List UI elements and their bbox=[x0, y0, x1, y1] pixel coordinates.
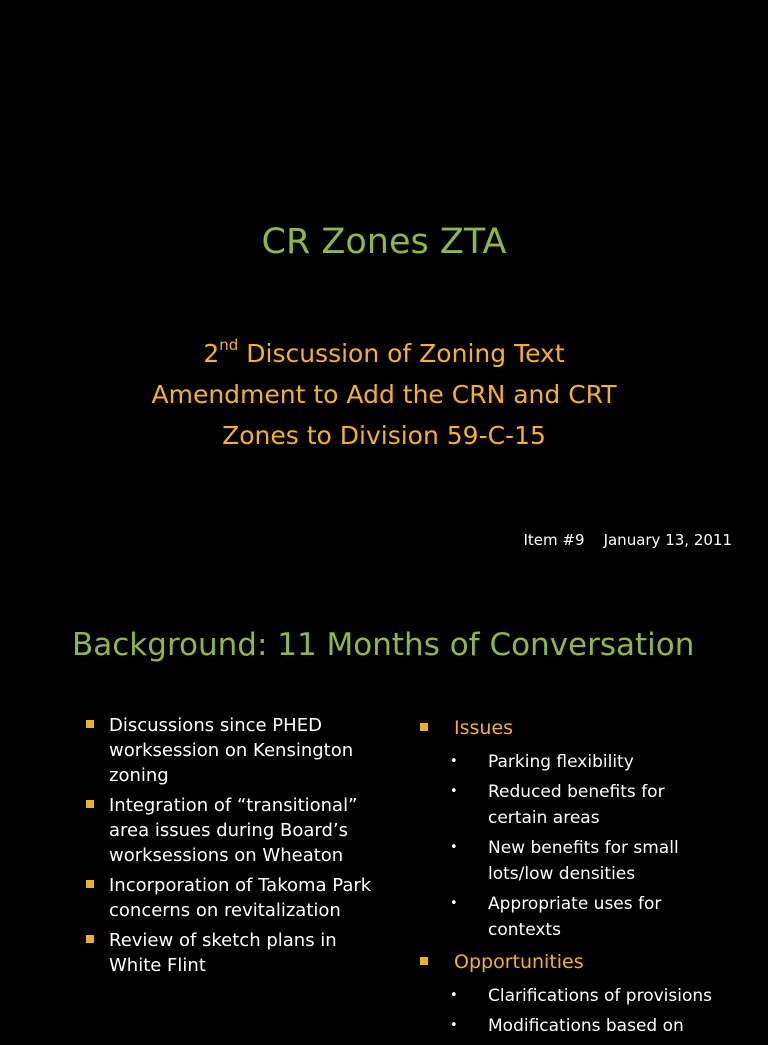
item-date: Item #9 January 13, 2011 bbox=[523, 531, 732, 549]
issues-sublist bbox=[418, 749, 718, 943]
list-item bbox=[84, 928, 384, 978]
subtitle-line-1-text: Discussion of Zoning Text bbox=[238, 339, 565, 368]
opportunities-heading: Opportunities bbox=[418, 949, 718, 975]
sub-list-item: • Appropriate uses for contexts bbox=[418, 891, 718, 943]
bullet-text: Integration of “transitional” area issues during Board’s worksessions on Wheaton bbox=[109, 795, 358, 866]
sub-list-item: • Clarifications of provisions bbox=[418, 983, 718, 1009]
sub-list-item: • New benefits for small lots/low densities bbox=[418, 835, 718, 887]
sub-list-item: • Reduced benefits for certain areas bbox=[418, 779, 718, 831]
square-bullet-icon bbox=[420, 723, 428, 731]
left-bullet-list bbox=[84, 713, 384, 983]
right-bullet-list bbox=[418, 715, 718, 1045]
slide-subtitle bbox=[0, 333, 768, 456]
subtitle-ordinal-number: 2 bbox=[203, 339, 220, 368]
sub-list-item: • Parking flexibility bbox=[418, 749, 718, 775]
opportunities-group bbox=[418, 949, 718, 1039]
dot-bullet-icon: • bbox=[450, 840, 458, 855]
bullet-text: Review of sketch plans in White Flint bbox=[109, 930, 337, 976]
subtitle-ordinal-suffix: nd bbox=[219, 335, 239, 354]
slide-title: CR Zones ZTA bbox=[261, 222, 507, 262]
square-bullet-icon bbox=[86, 935, 94, 943]
list-item bbox=[84, 873, 384, 923]
subtitle-line-3: Zones to Division 59-C-15 bbox=[222, 421, 546, 450]
square-bullet-icon bbox=[86, 800, 94, 808]
bullet-text: Discussions since PHED worksession on Kensington zoning bbox=[109, 715, 354, 786]
bullet-text: Incorporation of Takoma Park concerns on revitalization bbox=[109, 875, 372, 921]
square-bullet-icon bbox=[86, 880, 94, 888]
dot-bullet-icon: • bbox=[450, 988, 458, 1003]
issues-heading: Issues bbox=[418, 715, 718, 741]
issues-group bbox=[418, 715, 718, 943]
square-bullet-icon bbox=[420, 957, 428, 965]
dot-bullet-icon: • bbox=[450, 1018, 458, 1033]
subtitle-line-1 bbox=[0, 333, 768, 374]
subtitle-line-2: Amendment to Add the CRN and CRT bbox=[151, 380, 617, 409]
square-bullet-icon bbox=[86, 720, 94, 728]
list-item bbox=[84, 793, 384, 868]
dot-bullet-icon: • bbox=[450, 754, 458, 769]
background-title: Background: 11 Months of Conversation bbox=[72, 627, 695, 663]
dot-bullet-icon: • bbox=[450, 896, 458, 911]
list-item bbox=[84, 713, 384, 788]
opportunities-sublist bbox=[418, 983, 718, 1039]
background-slide bbox=[0, 590, 768, 1036]
sub-list-item: • Modifications based on bbox=[418, 1013, 718, 1039]
dot-bullet-icon: • bbox=[450, 784, 458, 799]
